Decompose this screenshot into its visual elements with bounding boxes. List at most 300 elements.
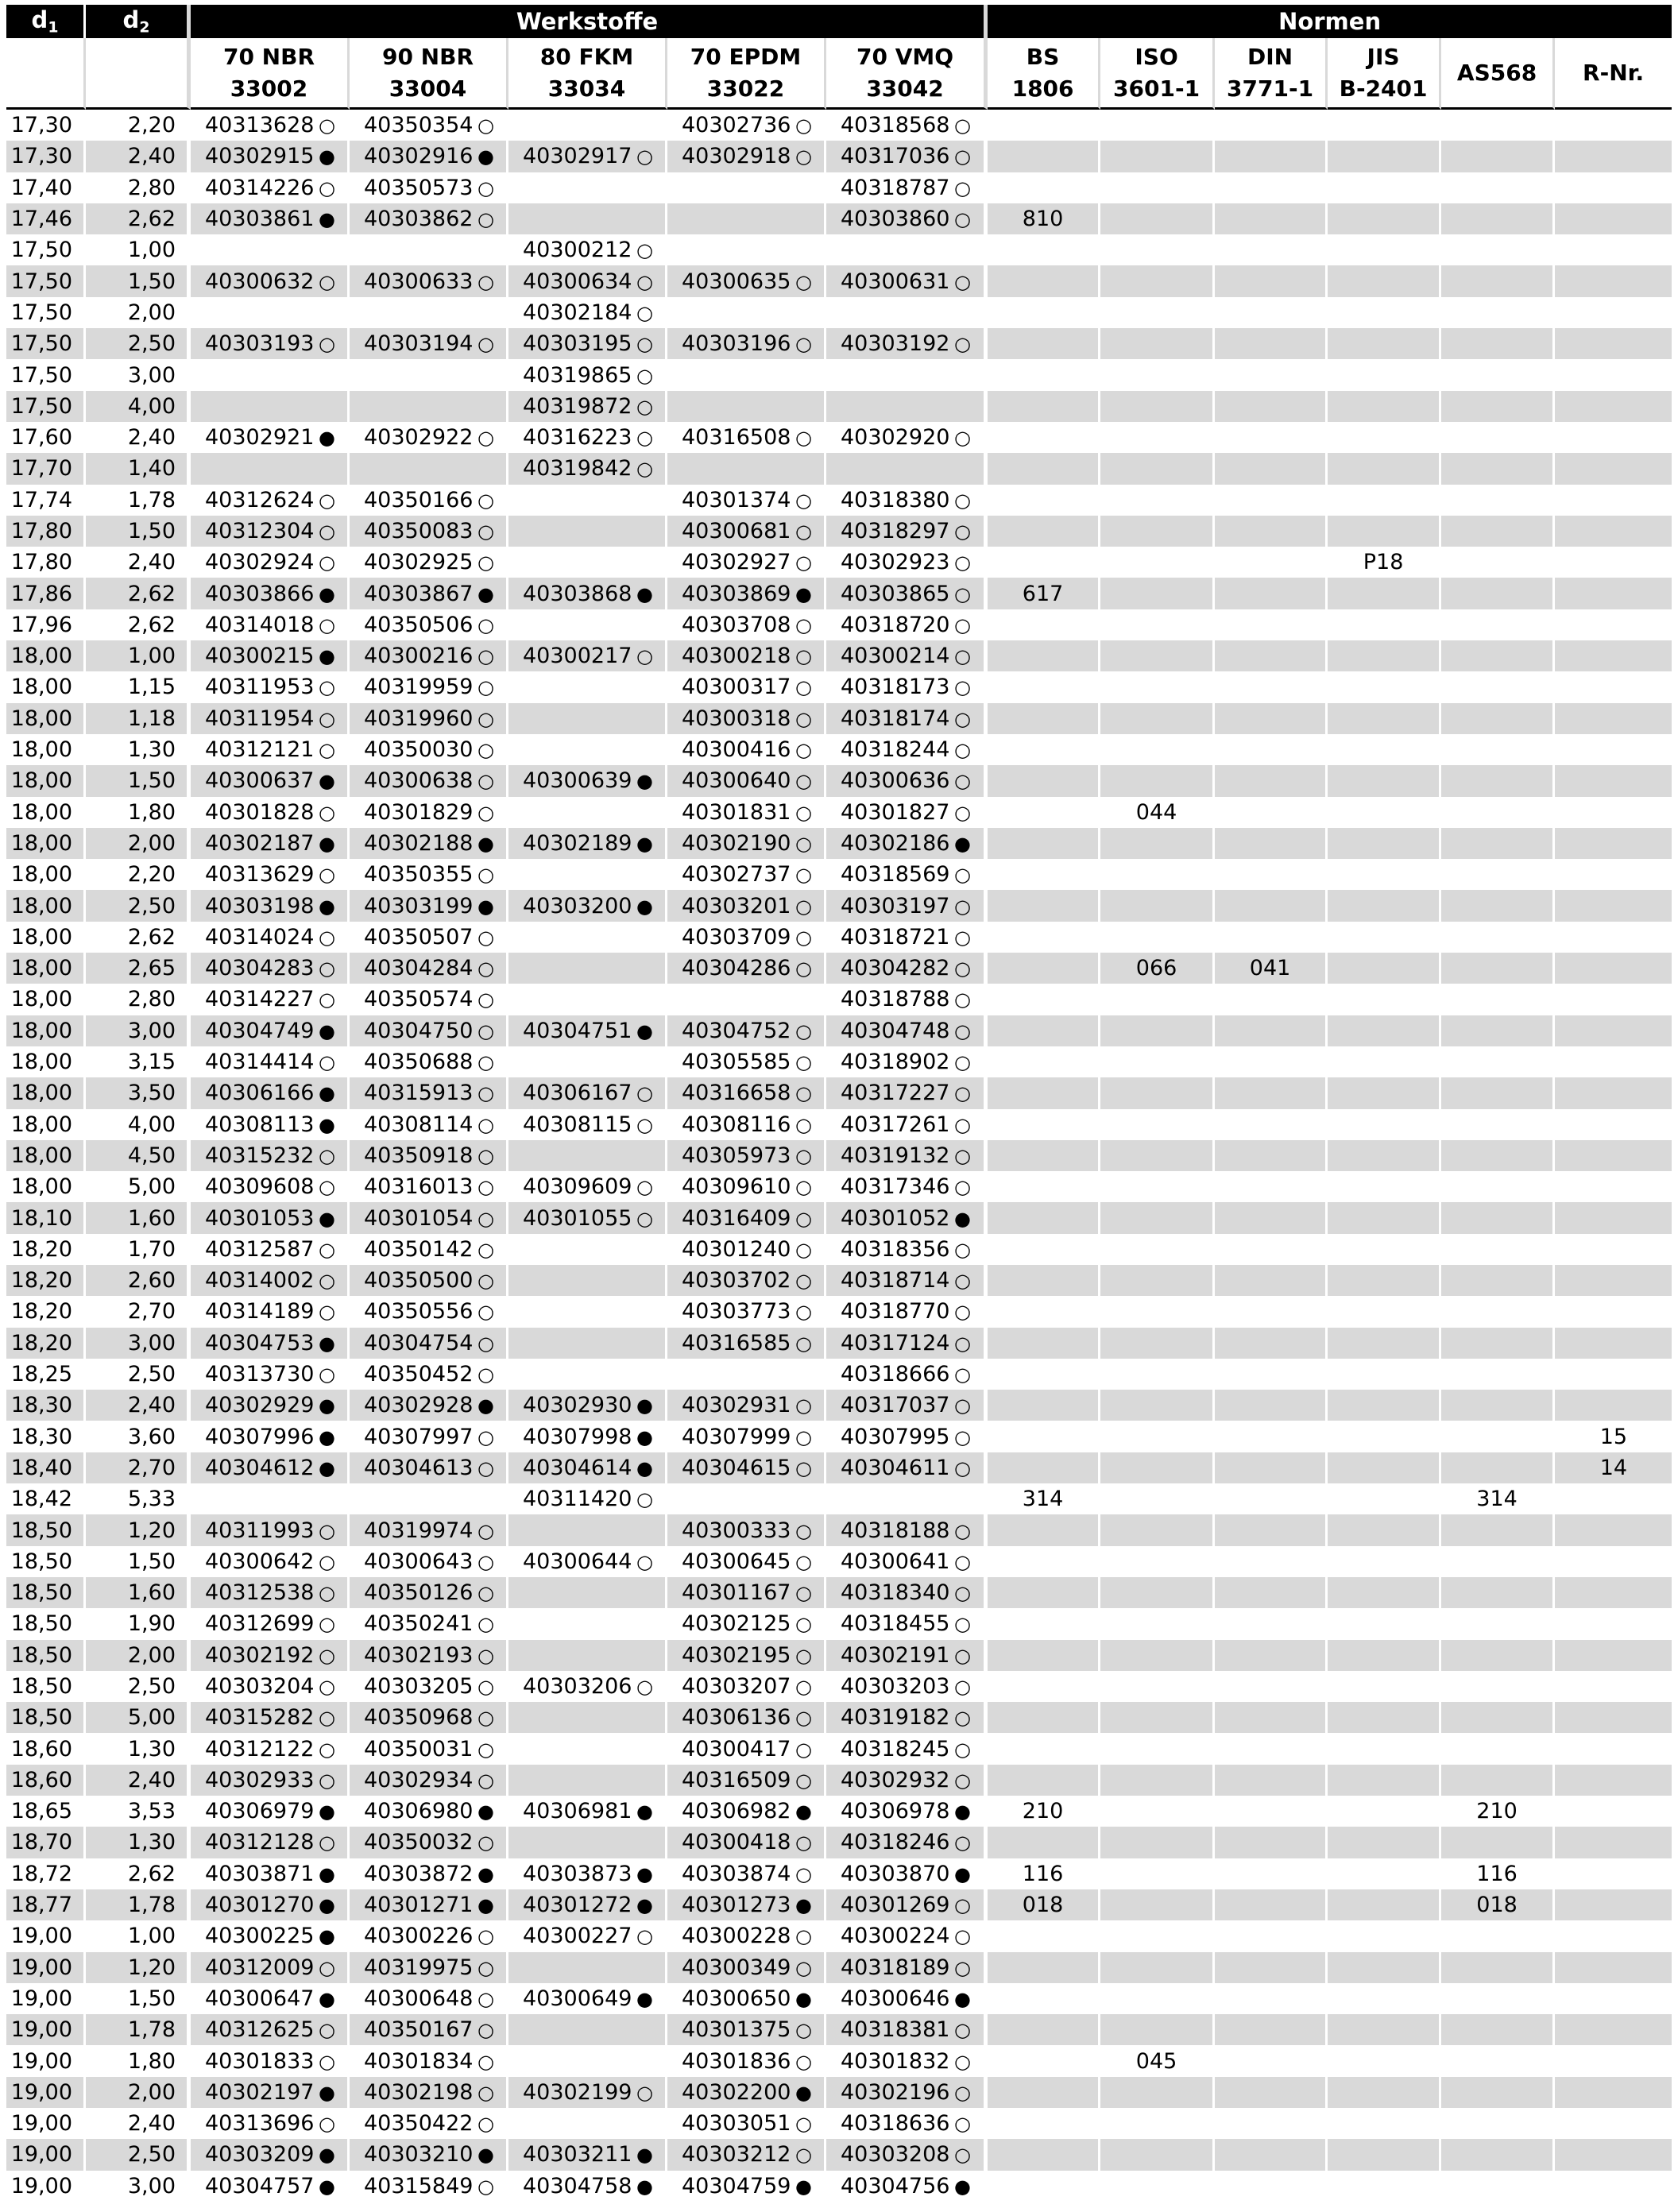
table-row — [6, 1608, 1672, 1639]
table-row — [6, 1640, 1672, 1671]
fkm80-cell — [508, 734, 667, 765]
d2-cell: 1,80 — [86, 797, 191, 828]
table-row — [6, 2139, 1672, 2170]
epdm70-cell — [667, 578, 826, 609]
vmq70-cell — [826, 141, 988, 172]
article-number: 40314018 — [205, 612, 315, 637]
nbr70-cell — [191, 1796, 350, 1827]
d2-cell: 1,30 — [86, 1827, 191, 1858]
open-circle-icon: ○ — [477, 1051, 494, 1074]
table-row — [6, 765, 1672, 796]
norm-header-jis: JIS B-2401 — [1328, 38, 1441, 110]
as568-cell — [1441, 516, 1555, 547]
din-cell — [1215, 1889, 1328, 1920]
vmq70-cell — [826, 1577, 988, 1608]
fkm80-cell — [508, 265, 667, 296]
article-number: 40305585 — [682, 1050, 791, 1075]
article-number: 40300635 — [682, 269, 791, 294]
vmq70-cell — [826, 2014, 988, 2045]
fkm80-cell — [508, 1827, 667, 1858]
vmq70-cell — [826, 1421, 988, 1452]
article-number: 40301269 — [841, 1893, 950, 1918]
article-number: 40304749 — [205, 1018, 315, 1043]
nbr70-cell — [191, 1920, 350, 1951]
epdm70-cell — [667, 1046, 826, 1077]
article-number: 40311420 — [523, 1487, 632, 1512]
rnr-cell — [1555, 391, 1672, 422]
jis-cell — [1328, 1077, 1441, 1108]
open-circle-icon: ○ — [795, 114, 812, 137]
table-row — [6, 1015, 1672, 1046]
rnr-cell — [1555, 1296, 1672, 1327]
fkm80-cell — [508, 828, 667, 859]
article-number: 40303206 — [523, 1673, 632, 1699]
nbr90-cell — [350, 172, 508, 203]
nbr90-cell — [350, 1359, 508, 1390]
article-number: 40318720 — [841, 612, 950, 637]
as568-cell — [1441, 2045, 1555, 2076]
filled-circle-icon: ● — [636, 1456, 653, 1479]
vmq70-cell — [826, 2108, 988, 2139]
open-circle-icon: ○ — [795, 645, 812, 668]
din-cell — [1215, 1577, 1328, 1608]
as568-cell — [1441, 1952, 1555, 1983]
nbr70-cell — [191, 1733, 350, 1764]
article-number: 40303871 — [205, 1861, 315, 1886]
iso-cell — [1100, 1858, 1215, 1889]
filled-circle-icon: ● — [953, 1862, 971, 1885]
open-circle-icon: ○ — [795, 739, 812, 762]
article-number: 40311954 — [205, 706, 315, 731]
nbr70-cell — [191, 578, 350, 609]
filled-circle-icon: ● — [318, 1894, 335, 1917]
d2-cell: 5,33 — [86, 1483, 191, 1514]
rnr-cell — [1555, 859, 1672, 890]
article-number: 40319975 — [364, 1955, 474, 1980]
open-circle-icon: ○ — [318, 1675, 335, 1698]
table-row — [6, 1546, 1672, 1577]
as568-cell — [1441, 1640, 1555, 1671]
article-number: 40316585 — [682, 1330, 791, 1355]
open-circle-icon: ○ — [795, 832, 812, 855]
bs-cell — [988, 1140, 1100, 1171]
open-circle-icon: ○ — [953, 1519, 971, 1542]
nbr70-cell — [191, 234, 350, 265]
d2-cell: 2,62 — [86, 1858, 191, 1889]
din-cell — [1215, 1733, 1328, 1764]
din-cell — [1215, 1109, 1328, 1140]
as568-cell — [1441, 391, 1555, 422]
as568-cell — [1441, 1920, 1555, 1951]
fkm80-cell — [508, 1889, 667, 1920]
jis-cell — [1328, 203, 1441, 234]
article-number: 40302187 — [205, 830, 315, 856]
nbr90-cell — [350, 2171, 508, 2202]
d2-cell: 2,40 — [86, 547, 191, 578]
article-number: 40302925 — [364, 550, 474, 575]
article-number: 40304758 — [523, 2173, 632, 2198]
article-number: 40313730 — [205, 1362, 315, 1387]
vmq70-cell — [826, 890, 988, 921]
d2-cell: 1,90 — [86, 1608, 191, 1639]
open-circle-icon: ○ — [953, 1113, 971, 1136]
iso-cell — [1100, 1640, 1215, 1671]
article-number: 40303873 — [523, 1861, 632, 1886]
jis-cell — [1328, 2014, 1441, 2045]
iso-cell — [1100, 1202, 1215, 1233]
d1-cell: 18,00 — [6, 1077, 86, 1108]
open-circle-icon: ○ — [953, 1956, 971, 1979]
iso-cell — [1100, 1109, 1215, 1140]
open-circle-icon: ○ — [636, 645, 653, 668]
iso-cell — [1100, 172, 1215, 203]
nbr90-cell — [350, 1702, 508, 1733]
jis-cell — [1328, 1390, 1441, 1421]
open-circle-icon: ○ — [795, 1019, 812, 1042]
open-circle-icon: ○ — [953, 1925, 971, 1948]
article-number: 40312624 — [205, 487, 315, 512]
open-circle-icon: ○ — [477, 864, 494, 887]
bs-cell — [988, 1015, 1100, 1046]
filled-circle-icon: ● — [795, 2081, 812, 2104]
filled-circle-icon: ● — [953, 832, 971, 855]
nbr70-cell — [191, 1296, 350, 1327]
article-number: 40302923 — [841, 550, 950, 575]
nbr70-cell — [191, 1328, 350, 1359]
epdm70-cell — [667, 391, 826, 422]
nbr90-cell — [350, 578, 508, 609]
epdm70-cell — [667, 1796, 826, 1827]
d1-cell: 17,80 — [6, 516, 86, 547]
bs-cell — [988, 1328, 1100, 1359]
din-cell — [1215, 922, 1328, 953]
d2-cell: 2,80 — [86, 984, 191, 1015]
open-circle-icon: ○ — [477, 1707, 494, 1730]
fkm80-cell — [508, 1952, 667, 1983]
d1-cell: 18,00 — [6, 1140, 86, 1171]
as568-cell — [1441, 984, 1555, 1015]
iso-cell — [1100, 328, 1215, 359]
d2-cell: 1,50 — [86, 1983, 191, 2014]
article-number: 40303198 — [205, 893, 315, 918]
article-number: 40350506 — [364, 612, 474, 637]
article-number: 40302928 — [364, 1393, 474, 1418]
iso-cell — [1100, 765, 1215, 796]
nbr90-cell — [350, 1328, 508, 1359]
as568-cell — [1441, 297, 1555, 328]
nbr90-cell — [350, 1920, 508, 1951]
article-number: 40350166 — [364, 487, 474, 512]
d1-cell: 18,20 — [6, 1265, 86, 1296]
open-circle-icon: ○ — [318, 739, 335, 762]
article-number: 40303702 — [682, 1268, 791, 1294]
filled-circle-icon: ● — [795, 1800, 812, 1823]
nbr70-cell — [191, 797, 350, 828]
din-cell — [1215, 547, 1328, 578]
nbr90-cell — [350, 2045, 508, 2076]
open-circle-icon: ○ — [953, 2019, 971, 2042]
open-circle-icon: ○ — [795, 1051, 812, 1074]
din-cell — [1215, 110, 1328, 141]
article-number: 40302921 — [205, 425, 315, 451]
rnr-cell — [1555, 1733, 1672, 1764]
d1-cell: 18,42 — [6, 1483, 86, 1514]
fkm80-cell — [508, 1983, 667, 2014]
nbr90-cell — [350, 1827, 508, 1858]
filled-circle-icon: ● — [636, 1894, 653, 1917]
rnr-cell — [1555, 640, 1672, 671]
epdm70-cell — [667, 1140, 826, 1171]
open-circle-icon: ○ — [953, 2144, 971, 2167]
open-circle-icon: ○ — [318, 1769, 335, 1792]
open-circle-icon: ○ — [477, 1082, 494, 1105]
nbr70-cell — [191, 1140, 350, 1171]
rnr-cell — [1555, 1234, 1672, 1265]
epdm70-cell — [667, 485, 826, 516]
article-number: 40300333 — [682, 1518, 791, 1543]
d1-cell: 18,00 — [6, 953, 86, 984]
iso-cell — [1100, 1296, 1215, 1327]
vmq70-cell — [826, 391, 988, 422]
rnr-cell — [1555, 422, 1672, 453]
open-circle-icon: ○ — [318, 2113, 335, 2136]
open-circle-icon: ○ — [477, 1831, 494, 1854]
fkm80-cell — [508, 422, 667, 453]
jis-cell — [1328, 922, 1441, 953]
iso-cell — [1100, 1390, 1215, 1421]
nbr70-cell — [191, 2077, 350, 2108]
fkm80-cell — [508, 516, 667, 547]
d2-cell: 2,50 — [86, 890, 191, 921]
norm-header-bs: BS 1806 — [988, 38, 1100, 110]
article-number: 40317227 — [841, 1081, 950, 1106]
d1-cell: 19,00 — [6, 2108, 86, 2139]
din-cell — [1215, 1827, 1328, 1858]
d1-cell: 18,25 — [6, 1359, 86, 1390]
fkm80-cell — [508, 203, 667, 234]
table-row — [6, 1577, 1672, 1608]
article-number: 40318340 — [841, 1580, 950, 1606]
as568-cell — [1441, 422, 1555, 453]
filled-circle-icon: ● — [477, 1800, 494, 1823]
d2-header: $d_2$ — [86, 5, 191, 38]
article-number: 40316013 — [364, 1174, 474, 1200]
article-number: 40301273 — [682, 1893, 791, 1918]
table-row — [6, 1920, 1672, 1951]
header-row-top — [6, 5, 1672, 38]
nbr90-cell — [350, 2077, 508, 2108]
filled-circle-icon: ● — [795, 582, 812, 605]
article-number: 40301833 — [205, 2048, 315, 2074]
d1-cell: 18,30 — [6, 1421, 86, 1452]
article-number: 40317036 — [841, 144, 950, 169]
article-number: 40301832 — [841, 2048, 950, 2074]
iso-cell — [1100, 890, 1215, 921]
article-number: 40307995 — [841, 1424, 950, 1449]
filled-circle-icon: ● — [795, 2175, 812, 2198]
jis-cell — [1328, 297, 1441, 328]
as568-cell — [1441, 453, 1555, 484]
open-circle-icon: ○ — [953, 176, 971, 199]
d1-header: $d_1$ — [6, 5, 86, 38]
open-circle-icon: ○ — [636, 1488, 653, 1511]
rnr-cell — [1555, 703, 1672, 734]
fkm80-cell — [508, 859, 667, 890]
filled-circle-icon: ● — [318, 2175, 335, 2198]
din-cell — [1215, 671, 1328, 702]
article-number: 40312587 — [205, 1236, 315, 1262]
din-cell — [1215, 1858, 1328, 1889]
vmq70-cell — [826, 1296, 988, 1327]
iso-cell — [1100, 1328, 1215, 1359]
epdm70-cell — [667, 1952, 826, 1983]
open-circle-icon: ○ — [953, 582, 971, 605]
d2-cell: 2,50 — [86, 1671, 191, 1702]
d2-cell: 1,20 — [86, 1952, 191, 1983]
fkm80-cell — [508, 1202, 667, 1233]
epdm70-cell — [667, 953, 826, 984]
iso-cell — [1100, 234, 1215, 265]
table-row — [6, 1483, 1672, 1514]
as568-cell: 210 — [1441, 1796, 1555, 1827]
d2-cell: 4,00 — [86, 1109, 191, 1140]
as568-cell — [1441, 1328, 1555, 1359]
filled-circle-icon: ● — [318, 1207, 335, 1230]
open-circle-icon: ○ — [953, 1238, 971, 1261]
fkm80-cell — [508, 1765, 667, 1796]
d2-cell: 2,00 — [86, 2077, 191, 2108]
article-number: 40302933 — [205, 1767, 315, 1792]
open-circle-icon: ○ — [477, 1332, 494, 1355]
vmq70-cell — [826, 1733, 988, 1764]
article-number: 40301374 — [682, 487, 791, 512]
epdm70-cell — [667, 172, 826, 203]
filled-circle-icon: ● — [318, 1800, 335, 1823]
bs-cell — [988, 1827, 1100, 1858]
open-circle-icon: ○ — [953, 613, 971, 636]
article-number: 40303196 — [682, 331, 791, 357]
as568-cell — [1441, 922, 1555, 953]
fkm80-cell — [508, 391, 667, 422]
nbr90-cell — [350, 297, 508, 328]
jis-cell — [1328, 1140, 1441, 1171]
article-number: 40319182 — [841, 1705, 950, 1731]
din-cell — [1215, 1920, 1328, 1951]
nbr70-cell — [191, 547, 350, 578]
fkm80-cell — [508, 1015, 667, 1046]
as568-cell — [1441, 1546, 1555, 1577]
article-number: 40318721 — [841, 924, 950, 949]
din-cell — [1215, 1983, 1328, 2014]
epdm70-cell — [667, 297, 826, 328]
filled-circle-icon: ● — [477, 1394, 494, 1417]
nbr70-cell — [191, 1483, 350, 1514]
article-number: 40303205 — [364, 1673, 474, 1699]
open-circle-icon: ○ — [636, 145, 653, 168]
vmq70-cell — [826, 2045, 988, 2076]
d1-cell: 18,00 — [6, 1171, 86, 1202]
article-number: 40350126 — [364, 1580, 474, 1606]
d2-cell: 1,15 — [86, 671, 191, 702]
article-number: 40303051 — [682, 2111, 791, 2137]
article-number: 40318902 — [841, 1050, 950, 1075]
article-number: 40302917 — [523, 144, 632, 169]
fkm80-cell — [508, 984, 667, 1015]
article-number: 40350355 — [364, 862, 474, 888]
table-row — [6, 234, 1672, 265]
vmq70-cell — [826, 1546, 988, 1577]
article-number: 40301828 — [205, 799, 315, 825]
table-row — [6, 110, 1672, 141]
nbr70-cell — [191, 828, 350, 859]
d1-cell: 18,00 — [6, 734, 86, 765]
nbr70-cell — [191, 1234, 350, 1265]
article-number: 40350573 — [364, 175, 474, 200]
open-circle-icon: ○ — [953, 864, 971, 887]
article-number: 40316508 — [682, 425, 791, 451]
open-circle-icon: ○ — [795, 770, 812, 793]
rnr-cell — [1555, 1390, 1672, 1421]
d1-cell: 17,50 — [6, 328, 86, 359]
open-circle-icon: ○ — [318, 1519, 335, 1542]
article-number: 40300648 — [364, 1986, 474, 2011]
jis-cell — [1328, 734, 1441, 765]
fkm80-cell — [508, 1702, 667, 1733]
open-circle-icon: ○ — [318, 1176, 335, 1199]
d2-cell: 2,62 — [86, 203, 191, 234]
filled-circle-icon: ● — [953, 1987, 971, 2010]
article-number: 40350031 — [364, 1736, 474, 1761]
jis-cell — [1328, 110, 1441, 141]
jis-cell — [1328, 1671, 1441, 1702]
din-cell — [1215, 1234, 1328, 1265]
article-number: 40301053 — [205, 1205, 315, 1231]
article-number: 40350422 — [364, 2111, 474, 2137]
d2-cell: 4,00 — [86, 391, 191, 422]
article-number: 40316509 — [682, 1767, 791, 1792]
open-circle-icon: ○ — [795, 489, 812, 512]
jis-cell — [1328, 1359, 1441, 1390]
iso-cell — [1100, 2077, 1215, 2108]
article-number: 40318666 — [841, 1362, 950, 1387]
epdm70-cell — [667, 609, 826, 640]
open-circle-icon: ○ — [318, 176, 335, 199]
table-row — [6, 547, 1672, 578]
jis-cell — [1328, 1920, 1441, 1951]
article-number: 40317346 — [841, 1174, 950, 1200]
vmq70-cell — [826, 1640, 988, 1671]
vmq70-cell — [826, 265, 988, 296]
table-row — [6, 1234, 1672, 1265]
jis-cell — [1328, 1702, 1441, 1733]
open-circle-icon: ○ — [318, 1270, 335, 1293]
table-row — [6, 2171, 1672, 2202]
article-number: 40307996 — [205, 1424, 315, 1449]
vmq70-cell — [826, 1796, 988, 1827]
nbr70-cell — [191, 485, 350, 516]
article-number: 40312009 — [205, 1955, 315, 1980]
bs-cell — [988, 734, 1100, 765]
open-circle-icon: ○ — [953, 270, 971, 293]
article-number: 40302916 — [364, 144, 474, 169]
d1-cell: 18,00 — [6, 922, 86, 953]
vmq70-cell — [826, 671, 988, 702]
table-row — [6, 453, 1672, 484]
epdm70-cell — [667, 859, 826, 890]
d2-cell: 2,50 — [86, 1359, 191, 1390]
as568-cell: 314 — [1441, 1483, 1555, 1514]
nbr90-cell — [350, 1046, 508, 1077]
